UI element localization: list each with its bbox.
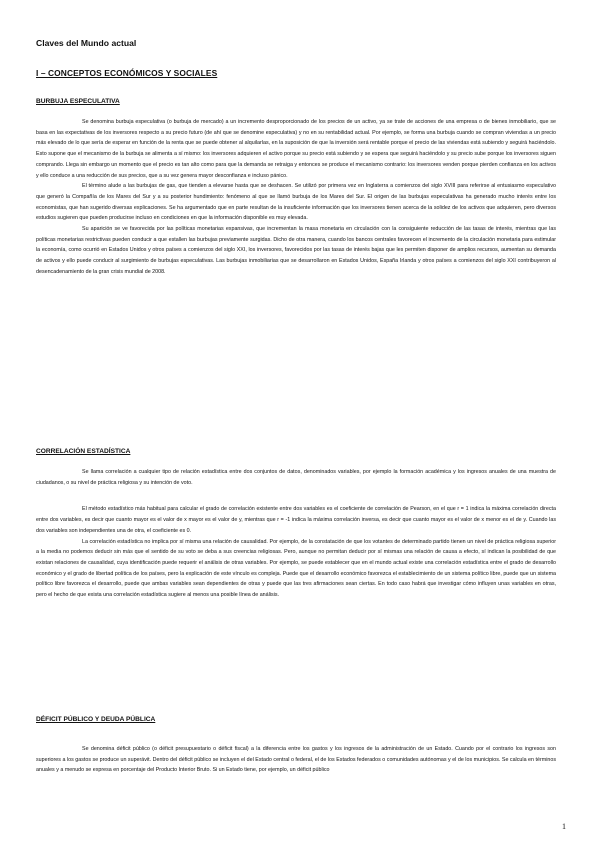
heading-correlacion-estadistica: CORRELACIÓN ESTADÍSTICA xyxy=(36,448,131,455)
heading-deficit-publico: DÉFICIT PÚBLICO Y DEUDA PÚBLICA xyxy=(36,716,156,723)
paragraph: Se llama correlación a cualquier tipo de relación estadística entre dos conjuntos de datos, denominados variables, por ejemplo la formación académica y los ingresos anuales de una muestra de ciudadanos, o su nivel de práctica religiosa y su intención de voto. xyxy=(36,469,556,486)
paragraph: La correlación estadística no implica por sí misma una relación de causalidad. Por ejemplo, de la constatación de que los votantes de determinado partido tienen un nivel de práctica religiosa superior a la media no podemos deducir sin más que el sentido de su voto se deba a sus creencias religiosas. Pero, aunque no permitan deducir por sí mismas una relación de causa a efecto, sí indican la posibilidad de que existan relaciones de causalidad, cuya identificación puede requerir el análisis de otras variables. Por ejemplo, se puede establecer que en el mundo actual existe una correlación estadística entre el grado de desarrollo económico y el grado de libertad política de los países, pero la explicación de este vínculo es compleja. Puede que el desarrollo económico favorezca el establecimiento de un sistema político libre, puede que un sistema político libre favorezca el desarrollo, puede que ambas variables sean dependientes de otras y puede que las tres afirmaciones sean ciertas. En todo caso habrá que investigar cómo influyen unas variables en otras, pero el hecho de que exista una correlación estadística sugiere al menos una posible línea de análisis. xyxy=(36,538,556,599)
paragraph: Se denomina déficit público (o déficit presupuestario o déficit fiscal) a la diferencia entre los gastos y los ingresos de la administración de un Estado. Cuando por el contrario los ingresos son superiores a los gastos se produce un superávit. Dentro del déficit público se incluyen el del Estado central o federal, el de los Estados federados o comunidades autónomas y el de los municipios. Se calcula en términos anuales y a menudo se expresa en porcentaje del Producto Interior Bruto. Si un Estado tiene, por ejemplo, un déficit público xyxy=(36,746,556,774)
section-correlacion-estadistica xyxy=(36,467,556,601)
page-number: 1 xyxy=(562,822,566,831)
document-title: Claves del Mundo actual xyxy=(36,38,137,48)
paragraph: Se denomina burbuja especulativa (o burbuja de mercado) a un incremento desproporcionado de los precios de un activo, ya se trate de acciones de una empresa o de bienes inmobiliario, que se basa en las expectativas de los inversores respecto a su precio futuro (de ahí que se denomine especulativa) y no en su rentabilidad actual. Por ejemplo, se forma una burbuja cuando se compran viviendas a un precio más elevado de lo que sería de esperar en función de la renta que se puede obtener al alquilarlas, en la suposición de que la inversión será rentable porque el precio de las viviendas está subiendo y seguirá haciéndolo. Esto supone que el mecanismo de la burbuja se alimenta a sí mismo: los inversores adquieren el activo porque su precio está subiendo y se espera que seguirá haciéndolo y su precio sube porque los inversores siguen comprando. Llega sin embargo un momento que el precio es tan alto como para que la demanda se retraiga y entonces se produce el mecanismo contrario: los inversores venden porque pierden confianza en los activos y ello conduce a una reducción de sus precios, que a su vez genera mayor desconfianza e incluso pánico. xyxy=(36,119,556,179)
section-deficit-publico xyxy=(36,744,556,776)
heading-burbuja-especulativa: BURBUJA ESPECULATIVA xyxy=(36,98,120,105)
paragraph: Su aparición se ve favorecida por las políticas monetarias expansivas, que incrementan la masa monetaria en circulación con la consiguiente reducción de las tasas de interés, mientras que las políticas monetarias restrictivas pueden conducir a que estallen las burbujas previamente surgidas. Dicho de otra manera, cuando los bancos centrales favorecen el incremento de la circulación monetaria para estimular la economía, como ocurrió en Estados Unidos y otros países a comienzos del siglo XXI, los inversores, favorecidos por las tasas de interés bajas que les permiten disponer de amplios recursos, aumentan su demanda de activos y ello puede conducir al surgimiento de burbujas especulativas. Las burbujas inmobiliarias que se desarrollaron en Estados Unidos, España Irlanda y otros países a comienzos del siglo XXI contribuyeron al desencadenamiento de la gran crisis mundial de 2008. xyxy=(36,226,556,275)
section-burbuja-especulativa xyxy=(36,117,556,278)
paragraph: El término alude a las burbujas de gas, que tienden a elevarse hasta que se deshacen. Se utilizó por primera vez en Inglaterra a comienzos del siglo XVIII para referirse al entusiasmo especulativo que generó la Compañía de los Mares del Sur y a su posterior hundimiento: fenómeno al que se llamó burbuja de los Mares del Sur. El origen de las burbujas especulativas ha generado mucho interés entre los economistas, que han sugerido diversas explicaciones. Se ha argumentado que en parte resultan de la insuficiente información que los inversores tienen acerca de la solidez de los activos que adquieren, pero diversos estudios sugieren que pueden producirse incluso en condiciones en que la información disponible es muy elevada. xyxy=(36,183,556,222)
paragraph: El método estadístico más habitual para calcular el grado de correlación existente entre dos variables es el coeficiente de correlación de Pearson, en el que r = 1 indica la máxima correlación directa entre dos variables, es decir que cuanto mayor es el valor de x mayor es el valor de y, mientras que r = -1 indica la máxima correlación inversa, es decir que cuanto mayor es el valor de x menor es el de y. Cuando las dos variables son independientes una de otra, el coeficiente es 0. xyxy=(36,506,556,534)
chapter-title: I – CONCEPTOS ECONÓMICOS Y SOCIALES xyxy=(36,68,218,78)
